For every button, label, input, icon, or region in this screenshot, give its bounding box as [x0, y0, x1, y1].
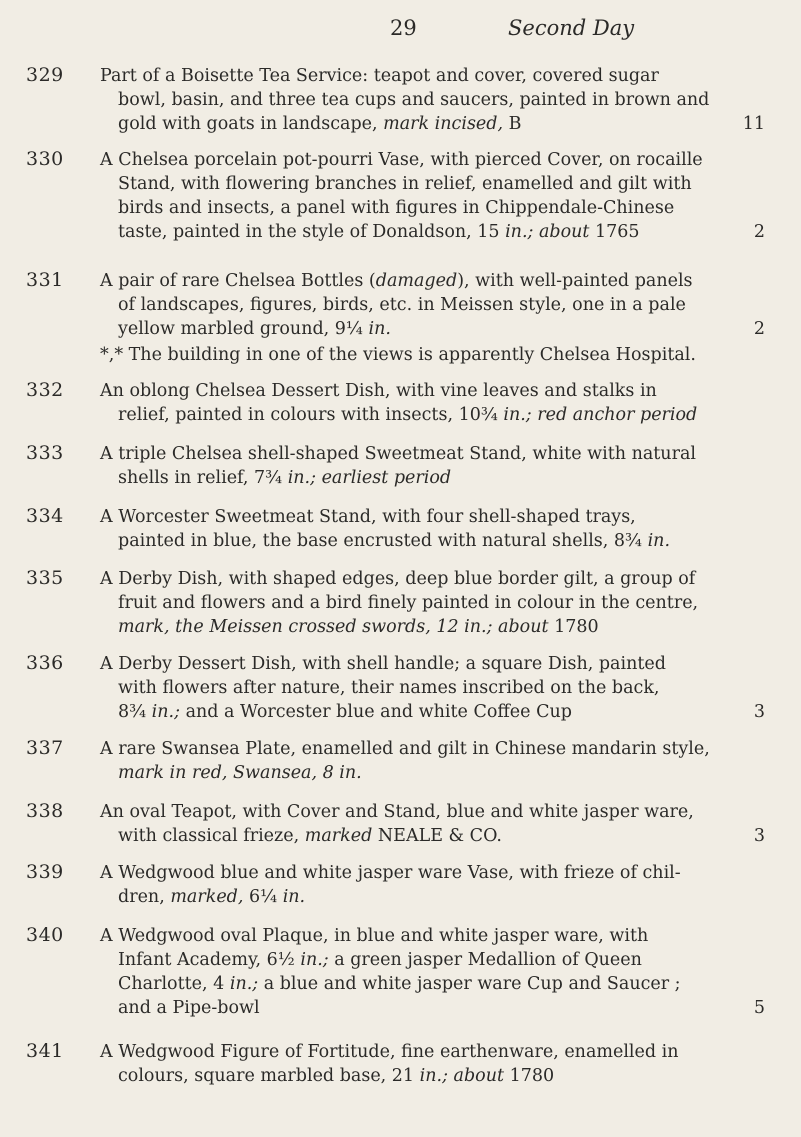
italic-text: damaged: [375, 271, 458, 291]
text: NEALE & CO.: [372, 826, 502, 846]
description-line: [100, 529, 765, 553]
text: taste, painted in the style of Donaldson, 15: [118, 222, 506, 242]
page-header: [0, 16, 801, 46]
italic-text: in.: [368, 319, 391, 339]
lot-number: 336: [26, 652, 64, 674]
lot-number: 341: [26, 1040, 64, 1062]
description-line: [100, 615, 765, 639]
lot-quantity: 11: [742, 114, 765, 134]
text: and a Worcester blue and white Coffee Cup: [180, 702, 572, 722]
lot-description: [100, 861, 765, 909]
description-line: [100, 379, 765, 403]
text: Charlotte, 4: [118, 974, 230, 994]
italic-text: in.; about: [505, 222, 590, 242]
text: and a Pipe-bowl: [118, 998, 260, 1018]
text: fruit and flowers and a bird finely painted in colour in the centre,: [118, 593, 699, 613]
text: 1780: [504, 1066, 555, 1086]
description-line: [100, 112, 765, 136]
italic-text: in.;: [151, 702, 180, 722]
lot-description: [100, 269, 765, 341]
text: bowl, basin, and three tea cups and saucers, painted in brown and: [118, 90, 710, 110]
description-line: [100, 505, 765, 529]
lot-number: 338: [26, 800, 64, 822]
description-line: [100, 567, 765, 591]
italic-text: in.: [647, 531, 671, 551]
text: 1780: [548, 617, 599, 637]
description-line: [100, 885, 765, 909]
italic-text: marked,: [170, 887, 244, 907]
lot-description: [100, 652, 765, 724]
lot-number: 331: [26, 269, 64, 291]
lot-description: [100, 1040, 765, 1088]
text: A Wedgwood blue and white jasper ware Vase, with frieze of chil-: [100, 863, 681, 883]
description-line: [100, 442, 765, 466]
lot-quantity: 5: [753, 998, 765, 1018]
text: of landscapes, figures, birds, etc. in Meissen style, one in a pale: [118, 295, 686, 315]
text: dren,: [118, 887, 171, 907]
text: 8¾: [118, 702, 152, 722]
description-line: [100, 700, 765, 724]
text: 6¼: [243, 887, 283, 907]
lot-number: 334: [26, 505, 64, 527]
description-line: [100, 1040, 765, 1064]
description-line: [100, 737, 765, 761]
text: Part of a Boisette Tea Service: teapot and cover, covered sugar: [100, 66, 659, 86]
text: A Derby Dessert Dish, with shell handle; a square Dish, painted: [100, 654, 666, 674]
italic-text: in.;: [229, 974, 259, 994]
text: A Derby Dish, with shaped edges, deep blue border gilt, a group of: [100, 569, 696, 589]
lot-quantity: 3: [753, 826, 765, 846]
lot-number: 329: [26, 64, 64, 86]
description-line: [100, 172, 765, 196]
lot-quantity: 2: [753, 319, 765, 339]
text: with flowers after nature, their names inscribed on the back,: [118, 678, 660, 698]
description-line: [100, 824, 765, 848]
lot-description: [100, 737, 765, 785]
description-line: [100, 996, 765, 1020]
description-line: [100, 761, 765, 785]
italic-text: mark in red, Swansea, 8 in.: [118, 763, 362, 783]
footnote: *,* The building in one of the views is apparently Chelsea Hospital.: [100, 345, 696, 365]
day-title: Second Day: [508, 16, 635, 40]
italic-text: mark, the Meissen crossed swords, 12 in.; about: [118, 617, 549, 637]
text: A Worcester Sweetmeat Stand, with four shell-shaped trays,: [100, 507, 636, 527]
text: An oblong Chelsea Dessert Dish, with vine leaves and stalks in: [100, 381, 657, 401]
lot-number: 340: [26, 924, 64, 946]
lot-description: [100, 64, 765, 136]
text: A triple Chelsea shell-shaped Sweetmeat Stand, white with natural: [100, 444, 696, 464]
description-line: [100, 88, 765, 112]
text: An oval Teapot, with Cover and Stand, blue and white jasper ware,: [100, 802, 694, 822]
description-line: [100, 64, 765, 88]
italic-text: in.; earliest period: [287, 468, 452, 488]
lot-number: 337: [26, 737, 64, 759]
text: birds and insects, a panel with figures in Chippendale-Chinese: [118, 198, 675, 218]
lot-description: [100, 567, 765, 639]
description-line: [100, 948, 765, 972]
italic-text: mark incised,: [383, 114, 504, 134]
text: a green jasper Medallion of Queen: [328, 950, 642, 970]
description-line: [100, 293, 765, 317]
lot-description: [100, 148, 765, 244]
text: A rare Swansea Plate, enamelled and gilt in Chinese mandarin style,: [100, 739, 710, 759]
lot-quantity: 2: [753, 222, 765, 242]
text: colours, square marbled base, 21: [118, 1066, 420, 1086]
description-line: [100, 466, 765, 490]
text: Infant Academy, 6½: [118, 950, 301, 970]
description-line: [100, 269, 765, 293]
lot-number: 332: [26, 379, 64, 401]
description-line: [100, 220, 765, 244]
italic-text: in.; red anchor period: [503, 405, 698, 425]
text: yellow marbled ground, 9¼: [118, 319, 369, 339]
lot-description: [100, 379, 765, 427]
text: B: [503, 114, 522, 134]
description-line: [100, 591, 765, 615]
description-line: [100, 676, 765, 700]
italic-text: in.; about: [419, 1066, 505, 1086]
description-line: [100, 800, 765, 824]
lot-description: [100, 442, 765, 490]
text: shells in relief, 7¾: [118, 468, 288, 488]
lot-quantity: 3: [753, 702, 765, 722]
text: ), with well-painted panels: [457, 271, 693, 291]
text: relief, painted in colours with insects, 10¾: [118, 405, 504, 425]
lot-description: [100, 800, 765, 848]
text: A Wedgwood oval Plaque, in blue and white jasper ware, with: [100, 926, 649, 946]
lot-description: [100, 505, 765, 553]
text: A Wedgwood Figure of Fortitude, fine earthenware, enamelled in: [100, 1042, 679, 1062]
text: A Chelsea porcelain pot-pourri Vase, with pierced Cover, on rocaille: [100, 150, 703, 170]
lot-number: 339: [26, 861, 64, 883]
text: with classical frieze,: [118, 826, 305, 846]
description-line: [100, 972, 765, 996]
text: a blue and white jasper ware Cup and Saucer ;: [258, 974, 681, 994]
description-line: [100, 924, 765, 948]
text: painted in blue, the base encrusted with natural shells, 8¾: [118, 531, 648, 551]
italic-text: in.: [282, 887, 306, 907]
lot-description: [100, 924, 765, 1020]
description-line: [100, 403, 765, 427]
description-line: [100, 652, 765, 676]
text: gold with goats in landscape,: [118, 114, 384, 134]
italic-text: in.;: [300, 950, 329, 970]
description-line: [100, 317, 765, 341]
lot-number: 333: [26, 442, 64, 464]
description-line: [100, 196, 765, 220]
lot-number: 330: [26, 148, 64, 170]
text: Stand, with flowering branches in relief, enamelled and gilt with: [118, 174, 692, 194]
italic-text: marked: [304, 826, 373, 846]
text: A pair of rare Chelsea Bottles (: [100, 271, 376, 291]
description-line: [100, 148, 765, 172]
description-line: [100, 861, 765, 885]
description-line: [100, 1064, 765, 1088]
lot-number: 335: [26, 567, 64, 589]
text: 1765: [589, 222, 640, 242]
page-number: 29: [390, 16, 417, 40]
